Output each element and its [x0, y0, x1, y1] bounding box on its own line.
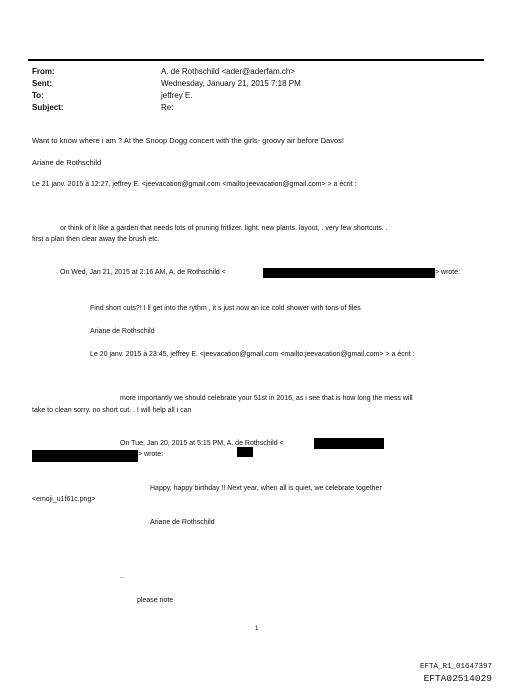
redaction-block — [263, 268, 435, 278]
from-label: From: — [32, 67, 55, 76]
to-value: jeffrey E. — [161, 91, 193, 100]
quote-header-2-prefix: On Wed, Jan 21, 2015 at 2:16 AM, A. de Rothschild < — [60, 269, 226, 276]
signature-3: Ariane de Rothschild — [150, 519, 215, 526]
quote-header-4-suffix: > wrote: — [138, 451, 164, 458]
redaction-block — [314, 438, 384, 449]
subject-value: Re: — [161, 103, 174, 112]
please-note: please note — [137, 597, 174, 604]
quote-header-2-suffix: > wrote: — [435, 269, 461, 276]
signature-2: Ariane de Rothschild — [90, 328, 155, 335]
reply-3-line-a: more importantly we should celebrate your 51st in 2016, as i see that is how long the mess will — [120, 395, 413, 402]
bates-number-1: EFTA_R1_01647397 — [419, 663, 492, 671]
subject-label: Subject: — [32, 103, 64, 112]
from-value: A. de Rothschild <ader@aderfam.ch> — [161, 67, 295, 76]
reply-3-line-b: take to clean sorry. no short cut. . I will help all i can — [32, 407, 192, 414]
bates-number-2: EFTA02514029 — [423, 673, 492, 684]
quote-header-3: Le 20 janv. 2015 à 23:45, jeffrey E. <jeevacation@gmail.com <mailto:jeevacation@gmail.com> > a écrit : — [90, 351, 415, 358]
signature-1: Ariane de Rothschild — [32, 158, 102, 167]
reply-2: Find short cuts?! I ll get into the rythm , it s just now an ice cold shower with tons of files — [90, 305, 361, 312]
redaction-block — [32, 450, 138, 462]
redaction-block — [237, 447, 253, 457]
ellipsis: .. — [120, 573, 124, 580]
to-label: To: — [32, 91, 44, 100]
reply-1-line-a: or think of it like a garden that needs lots of pruning fritlizer. light. new plants. layout, . very few shortcuts. . — [60, 225, 388, 232]
body-line-1: Want to know where i am ? At the Snoop Dogg concert with the girls- groovy air before Davos! — [32, 136, 344, 145]
header-divider — [28, 59, 484, 61]
reply-1-line-b: first a plan then clear away the brush etc. — [32, 236, 160, 243]
page-number: 1 — [255, 626, 259, 632]
reply-4: Happy, happy birthday !! Next year, when all is quiet, we celebrate together — [150, 485, 382, 492]
sent-value: Wednesday, January 21, 2015 7:18 PM — [161, 79, 301, 88]
emoji-placeholder: <emoji_u1f61c.png> — [32, 496, 96, 503]
quote-header-1: Le 21 janv. 2015 à 12:27, jeffrey E. <jeevacation@gmail.com <mailto:jeevacation@gmail.com> > a écrit : — [32, 181, 357, 188]
sent-label: Sent: — [32, 79, 52, 88]
quote-header-4-prefix: On Tue, Jan 20, 2015 at 5:15 PM, A. de Rothschild < — [120, 440, 284, 447]
